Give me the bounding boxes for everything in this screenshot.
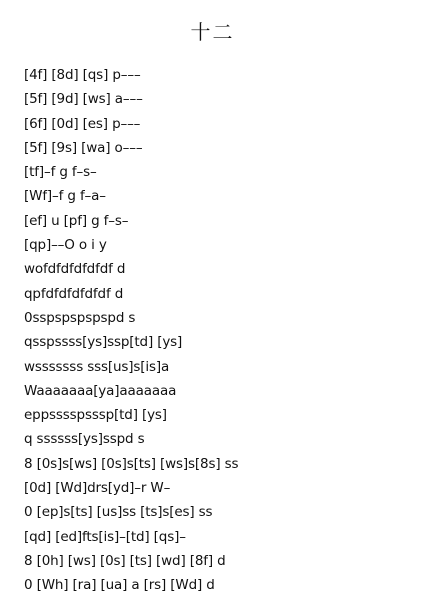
notation-line: [5f] [9d] [ws] a––– xyxy=(24,91,143,108)
notation-line: q ssssss[ys]sspd s xyxy=(24,431,145,448)
notation-lines xyxy=(24,63,414,598)
notation-line: 0 [Wh] [ra] [ua] a [rs] [Wd] d xyxy=(24,577,215,594)
notation-line: [qd] [ed]fts[is]–[td] [qs]– xyxy=(24,528,186,545)
notation-line: [Wf]–f g f–a– xyxy=(24,188,106,205)
notation-line: 0sspspspspspd s xyxy=(24,309,136,326)
notation-line: wofdfdfdfdfdf d xyxy=(24,261,126,278)
notation-line: 0 [ep]s[ts] [us]ss [ts]s[es] ss xyxy=(24,504,213,521)
notation-line: wsssssss sss[us]s[is]a xyxy=(24,358,170,375)
notation-line: 8 [0h] [ws] [0s] [ts] [wd] [8f] d xyxy=(24,552,226,569)
notation-line: [0d] [Wd]drs[yd]–r W– xyxy=(24,480,171,497)
notation-line: qsspssss[ys]ssp[td] [ys] xyxy=(24,334,183,351)
notation-line: 8 [0s]s[ws] [0s]s[ts] [ws]s[8s] ss xyxy=(24,455,239,472)
notation-line: qpfdfdfdfdfdf d xyxy=(24,285,124,302)
notation-line: [4f] [8d] [qs] p––– xyxy=(24,67,141,83)
notation-line: [ef] u [pf] g f–s– xyxy=(24,212,129,229)
notation-line: [6f] [0d] [es] p––– xyxy=(24,115,141,132)
document-title: 十二 xyxy=(190,20,235,44)
notation-line: eppsssspsssp[td] [ys] xyxy=(24,407,167,424)
notation-line: Waaaaaaa[ya]aaaaaaa xyxy=(24,382,177,399)
notation-line: [5f] [9s] [wa] o––– xyxy=(24,139,143,156)
notation-line: [tf]–f g f–s– xyxy=(24,164,97,181)
notation-line: [qp]––O o i y xyxy=(24,237,107,254)
